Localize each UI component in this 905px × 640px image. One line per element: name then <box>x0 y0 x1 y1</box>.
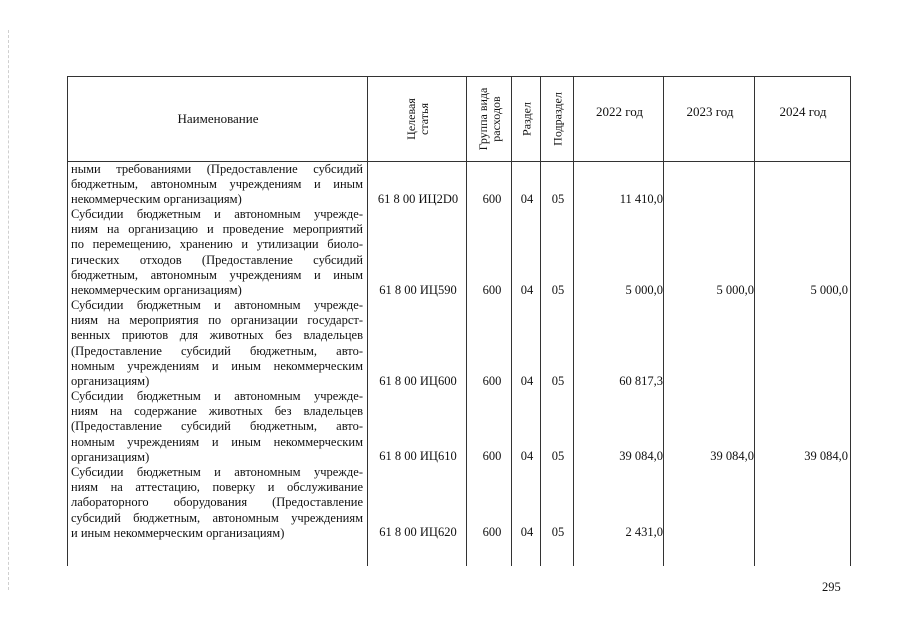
row-name-line: Субсидии бюджетным и автономным учрежде- <box>71 389 363 403</box>
row-name-line: бюджетным, автономным учреждениям и иным <box>71 177 363 192</box>
column-rule <box>466 76 467 566</box>
row-name <box>71 465 363 541</box>
row-grp: 600 <box>482 192 502 206</box>
row-name-line: (Предоставление субсидий бюджетным, авто- <box>71 343 363 358</box>
row-stat: 61 8 00 ИЦ620 <box>379 525 457 539</box>
row-name <box>71 162 363 208</box>
row-2022: 2 431,0 <box>625 525 663 539</box>
row-name-line: гических отходов (Предоставление субсидий <box>71 252 363 267</box>
header-2024: 2024 год <box>779 104 827 119</box>
row-2022: 60 817,3 <box>619 374 663 388</box>
row-podrazdel: 05 <box>551 449 565 463</box>
row-name-line: венных приютов для животных без владельцев <box>71 328 363 343</box>
row-name <box>71 389 363 465</box>
budget-table <box>67 76 851 566</box>
row-name-line: бюджетным, автономным учреждениям и иным <box>71 267 363 282</box>
header-grp-line2: расходов <box>489 96 503 142</box>
row-name-line: номным учреждениям и иным некоммерческим <box>71 358 363 373</box>
row-stat: 61 8 00 ИЦ2D0 <box>377 192 459 206</box>
row-grp: 600 <box>482 449 502 463</box>
row-name <box>71 298 363 389</box>
header-podrazdel-cell <box>542 77 574 161</box>
column-rule <box>754 76 755 566</box>
table-header <box>67 76 851 162</box>
header-2024-cell <box>756 77 850 161</box>
row-razdel: 04 <box>520 374 534 388</box>
row-name-line: (Предоставление субсидий бюджетным, авто- <box>71 419 363 434</box>
row-name-line: субсидий бюджетным, автономным учреждениям <box>71 510 363 525</box>
row-grp: 600 <box>482 374 502 388</box>
row-2022: 11 410,0 <box>619 192 663 206</box>
row-razdel: 04 <box>520 283 534 297</box>
row-name-line: Субсидии бюджетным и автономным учрежде- <box>71 465 363 479</box>
table-body <box>67 162 851 566</box>
header-2023: 2023 год <box>686 104 734 119</box>
row-name-line: организациям) <box>71 449 150 464</box>
row-name-line: ниям на мероприятия по организации государст- <box>71 313 363 328</box>
header-2022-cell <box>575 77 664 161</box>
header-grp <box>477 88 503 151</box>
header-razdel-cell <box>513 77 541 161</box>
header-razdel: Раздел <box>519 102 534 136</box>
row-stat: 61 8 00 ИЦ610 <box>379 449 457 463</box>
header-stat-line2: статья <box>417 103 431 135</box>
row-name-line: Субсидии бюджетным и автономным учрежде- <box>71 298 363 312</box>
header-stat <box>405 98 431 140</box>
row-grp: 600 <box>482 283 502 297</box>
row-podrazdel: 05 <box>551 192 565 206</box>
column-rule <box>367 76 368 566</box>
row-name-line: некоммерческим организациям) <box>71 192 242 207</box>
row-name-line: ными требованиями (Предоставление субсидий <box>71 162 363 176</box>
column-rule <box>540 76 541 566</box>
row-2024: 5 000,0 <box>810 283 848 297</box>
row-name-line: лабораторного оборудования (Предоставление <box>71 495 363 510</box>
row-name-line: ниям на аттестацию, поверку и обслуживание <box>71 480 363 495</box>
row-name-line: ниям на содержание животных без владельцев <box>71 404 363 419</box>
row-2023: 5 000,0 <box>716 283 754 297</box>
row-razdel: 04 <box>520 192 534 206</box>
row-razdel: 04 <box>520 525 534 539</box>
row-name-line: Субсидии бюджетным и автономным учрежде- <box>71 207 363 221</box>
header-stat-cell <box>369 77 467 161</box>
header-name-cell <box>68 77 368 161</box>
row-2022: 5 000,0 <box>625 283 663 297</box>
row-name-line: некоммерческим организациям) <box>71 283 242 298</box>
header-grp-cell <box>468 77 512 161</box>
row-name <box>71 207 363 298</box>
row-name-line: номным учреждениям и иным некоммерческим <box>71 434 363 449</box>
header-2022: 2022 год <box>596 104 643 119</box>
page-number: 295 <box>822 580 841 594</box>
row-name-line: ниям на организацию и проведение мероприятий <box>71 222 363 237</box>
row-grp: 600 <box>482 525 502 539</box>
row-name-line: организациям) <box>71 374 150 389</box>
header-2023-cell <box>665 77 755 161</box>
row-podrazdel: 05 <box>551 283 565 297</box>
row-2024: 39 084,0 <box>804 449 848 463</box>
scan-margin-line <box>8 30 9 590</box>
row-podrazdel: 05 <box>551 374 565 388</box>
header-name: Наименование <box>177 110 259 126</box>
row-stat: 61 8 00 ИЦ600 <box>379 374 457 388</box>
row-stat: 61 8 00 ИЦ590 <box>379 283 457 297</box>
column-rule <box>573 76 574 566</box>
header-grp-line1: Группа вида <box>476 87 490 151</box>
row-2022: 39 084,0 <box>619 449 663 463</box>
header-stat-line1: Целевая <box>404 98 418 140</box>
row-name-line: и иным некоммерческим организациям) <box>71 525 285 540</box>
header-podrazdel: Подраздел <box>550 92 565 146</box>
column-rule <box>663 76 664 566</box>
row-2023: 39 084,0 <box>710 449 754 463</box>
row-razdel: 04 <box>520 449 534 463</box>
row-podrazdel: 05 <box>551 525 565 539</box>
column-rule <box>511 76 512 566</box>
row-name-line: по перемещению, хранению и утилизации биоло- <box>71 237 363 252</box>
